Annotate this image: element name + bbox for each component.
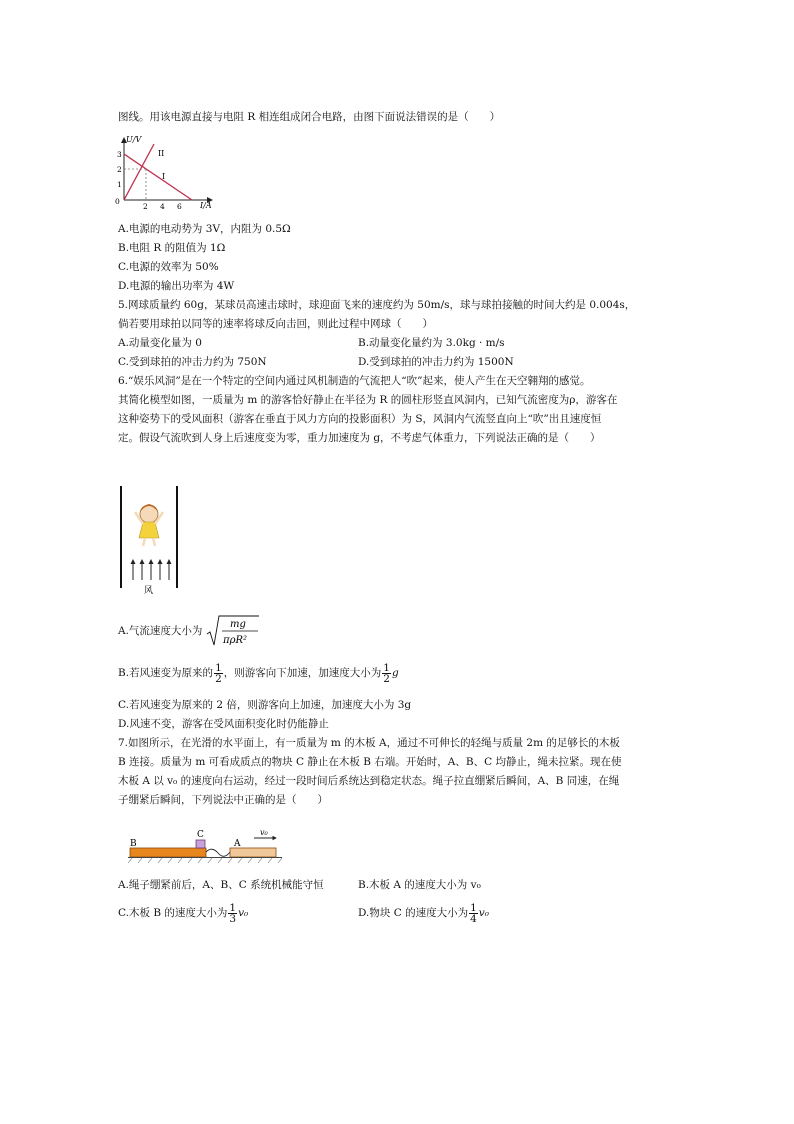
wind-arrows: [133, 560, 169, 580]
wind-tunnel-figure: [115, 484, 185, 596]
q6-option-c: C.若风速变为原来的 2 倍，则游客向上加速，加速度大小为 3g: [118, 699, 412, 711]
q5-option-c: C.受到球拍的冲击力约为 750N: [118, 356, 267, 368]
svg-text:πρR²: πρR²: [222, 635, 247, 646]
q6-stem-1: 6.“娱乐风洞”是在一个特定的空间内通过风机制造的气流把人“吹”起来，使人产生在天空翱翔的感觉。: [118, 375, 591, 387]
svg-text:C: C: [197, 830, 204, 840]
board-b: [130, 848, 206, 857]
svg-text:A: A: [234, 839, 241, 849]
ui-graph: [112, 134, 222, 210]
q7-stem-4: 子绷紧后瞬间，下列说法中正确的是（ ）: [118, 794, 328, 806]
person-icon: [135, 504, 163, 546]
q5-stem-1: 5.网球质量约 60g，某球员高速击球时，球迎面飞来的速度约为 50m/s，球与球拍接触的时间大约是 0.004s，: [118, 299, 636, 311]
q7-option-d: D.物块 C 的速度大小为 $\frac{1}{4}$ v₀: [358, 901, 489, 925]
q4-option-c: C.电源的效率为 50%: [118, 261, 219, 273]
sqrt-expression: [206, 614, 260, 648]
q4-option-b: B.电阻 R 的阻值为 1Ω: [118, 242, 226, 254]
q7-option-b: B.木板 A 的速度大小为 v₀: [358, 879, 481, 891]
q6-stem-3: 这种姿势下的受风面积（游客在垂直于风力方向的投影面积）为 S，风洞内气流竖直向上“吹”出且速度恒: [118, 413, 602, 425]
intro-text: 图线。用该电源直接与电阻 R 相连组成闭合电路，由图下面说法错误的是（ ）: [118, 111, 501, 123]
q7-option-a: A.绳子绷紧前后，A、B、C 系统机械能守恒: [118, 879, 324, 891]
svg-text:mg: mg: [229, 619, 246, 630]
q5-option-a: A.动量变化量为 0: [118, 337, 202, 349]
svg-text:3: 3: [117, 150, 122, 159]
q6-stem-2: 其简化模型如图，一质量为 m 的游客恰好静止在半径为 R 的圆柱形竖直风洞内，已知气流密度为ρ，游客在: [118, 394, 618, 406]
q4-option-a: A.电源的电动势为 3V，内阻为 0.5Ω: [118, 223, 291, 235]
q5-stem-2: 倘若要用球拍以同等的速率将球反向击回，则此过程中网球（ ）: [118, 318, 433, 330]
wind-label: 风: [144, 586, 154, 596]
rope: [206, 849, 230, 856]
svg-text:2: 2: [117, 165, 122, 174]
svg-text:4: 4: [160, 202, 165, 210]
q5-option-d: D.受到球拍的冲击力约为 1500N: [358, 356, 514, 368]
svg-text:v₀: v₀: [260, 828, 268, 837]
q6-option-b: B.若风速变为原来的 $\frac{1}{2}$ ，则游客向下加速，加速度大小为 $\frac{1}{2}$ g: [118, 661, 399, 685]
q7-option-c: C.木板 B 的速度大小为 $\frac{1}{3}$ v₀: [118, 901, 249, 925]
block-c: [196, 840, 205, 848]
q7-stem-3: 木板 A 以 v₀ 的速度向右运动，经过一段时间后系统达到稳定状态。绳子拉直绷紧后瞬间，A、B 同速，在绳: [118, 775, 620, 787]
board-a: [230, 848, 276, 857]
q6-option-a: A.气流速度大小为 mg πρR²: [118, 614, 260, 648]
q5-option-b: B.动量变化量约为 3.0kg · m/s: [358, 337, 505, 349]
q6-stem-4: 定。假设气流吹到人身上后速度变为零，重力加速度为 g，不考虑气体重力，下列说法正确的是（ ）: [118, 432, 601, 444]
svg-text:6: 6: [177, 202, 182, 210]
q6-option-d: D.风速不变，游客在受风面积变化时仍能静止: [118, 718, 329, 730]
graph-line-ii-label: II: [158, 149, 165, 158]
graph-ylabel: U/V: [126, 135, 142, 144]
q4-option-d: D.电源的输出功率为 4W: [118, 280, 235, 292]
svg-text:B: B: [130, 839, 137, 849]
q7-stem-2: B 连接。质量为 m 可看成质点的物块 C 静止在木板 B 右端。开始时，A、B、C 均静止，绳未拉紧。现在使: [118, 756, 622, 768]
svg-text:0: 0: [115, 197, 120, 206]
svg-text:2: 2: [143, 202, 148, 210]
line-i: [124, 154, 192, 200]
graph-line-i-label: I: [162, 172, 166, 181]
graph-xlabel: I/A: [200, 201, 212, 210]
svg-text:1: 1: [117, 180, 122, 189]
boards-figure: [126, 824, 286, 866]
q7-stem-1: 7.如图所示，在光滑的水平面上，有一质量为 m 的木板 A，通过不可伸长的轻绳与质量 2m 的足够长的木板: [118, 737, 620, 749]
